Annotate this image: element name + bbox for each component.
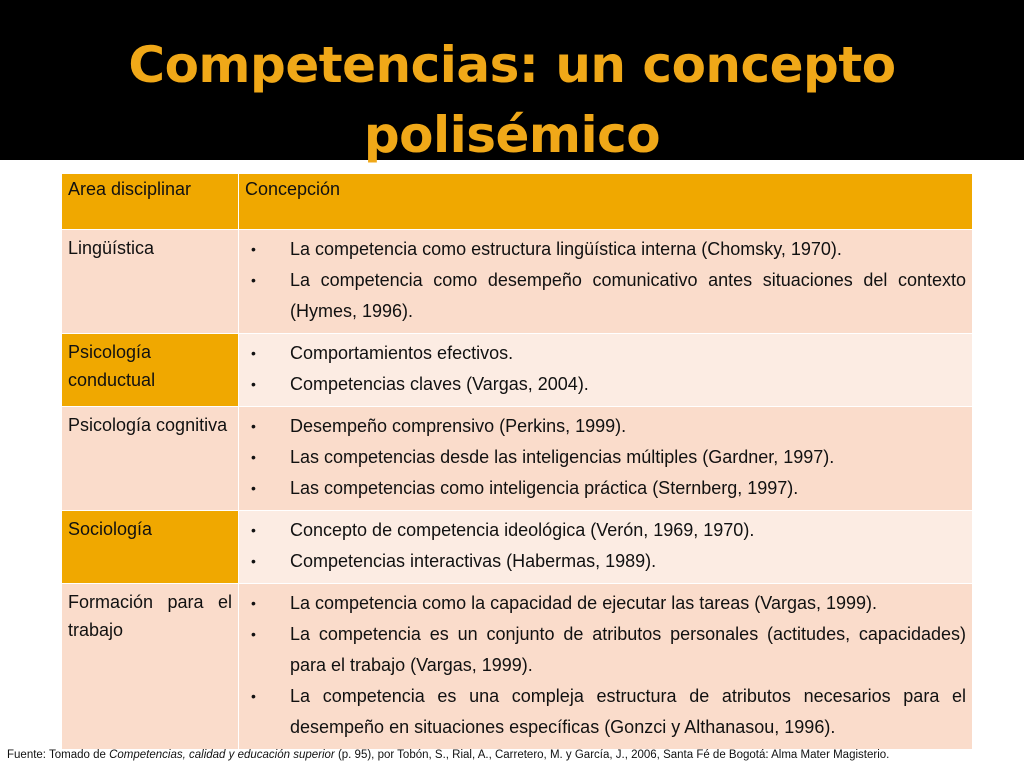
list-item: • La competencia como desempeño comunicativo antes situaciones del contexto (Hymes, 1996). [245,265,966,327]
list-item: • La competencia como estructura lingüística interna (Chomsky, 1970). [245,234,966,265]
concept-list [245,588,966,743]
concept-list [245,234,966,327]
area-cell: Formación para el trabajo [62,584,239,750]
list-item: • La competencia como la capacidad de ejecutar las tareas (Vargas, 1999). [245,588,966,619]
footnote-book-title: Competencias, calidad y educación superior [109,749,335,761]
table-row [62,511,973,584]
list-item: • La competencia es un conjunto de atributos personales (actitudes, capacidades) para el trabajo (Vargas, 1999). [245,619,966,681]
concept-list [245,338,966,400]
slide-title: Competencias: un concepto polisémico [128,36,896,164]
concept-cell [239,511,973,584]
list-item: • Concepto de competencia ideológica (Verón, 1969, 1970). [245,515,966,546]
table-row [62,407,973,511]
concept-cell [239,584,973,750]
table-header-row [62,174,973,230]
list-item: • La competencia es una compleja estructura de atributos necesarios para el desempeño en situaciones específicas (Gonzci y Althanasou, 1996). [245,681,966,743]
header-area: Area disciplinar [62,174,239,230]
concepts-table [61,173,973,750]
area-cell: Sociología [62,511,239,584]
table-row [62,230,973,334]
area-cell: Psicología conductual [62,334,239,407]
concept-cell [239,230,973,334]
table-row [62,584,973,750]
concept-list [245,515,966,577]
area-cell: Lingüística [62,230,239,334]
footnote-suffix: (p. 95), por Tobón, S., Rial, A., Carretero, M. y García, J., 2006, Santa Fé de Bogotá: Alma Mater Magisterio. [334,749,890,761]
table-row [62,334,973,407]
list-item: • Desempeño comprensivo (Perkins, 1999). [245,411,966,442]
concept-list [245,411,966,504]
list-item: • Competencias interactivas (Habermas, 1989). [245,546,966,577]
list-item: • Las competencias como inteligencia práctica (Sternberg, 1997). [245,473,966,504]
footnote-prefix: Fuente: Tomado de [7,749,110,761]
source-footnote [7,749,1019,761]
concept-cell [239,407,973,511]
area-cell: Psicología cognitiva [62,407,239,511]
list-item: • Comportamientos efectivos. [245,338,966,369]
concept-cell [239,334,973,407]
header-concept: Concepción [239,174,973,230]
list-item: • Competencias claves (Vargas, 2004). [245,369,966,400]
list-item: • Las competencias desde las inteligencias múltiples (Gardner, 1997). [245,442,966,473]
